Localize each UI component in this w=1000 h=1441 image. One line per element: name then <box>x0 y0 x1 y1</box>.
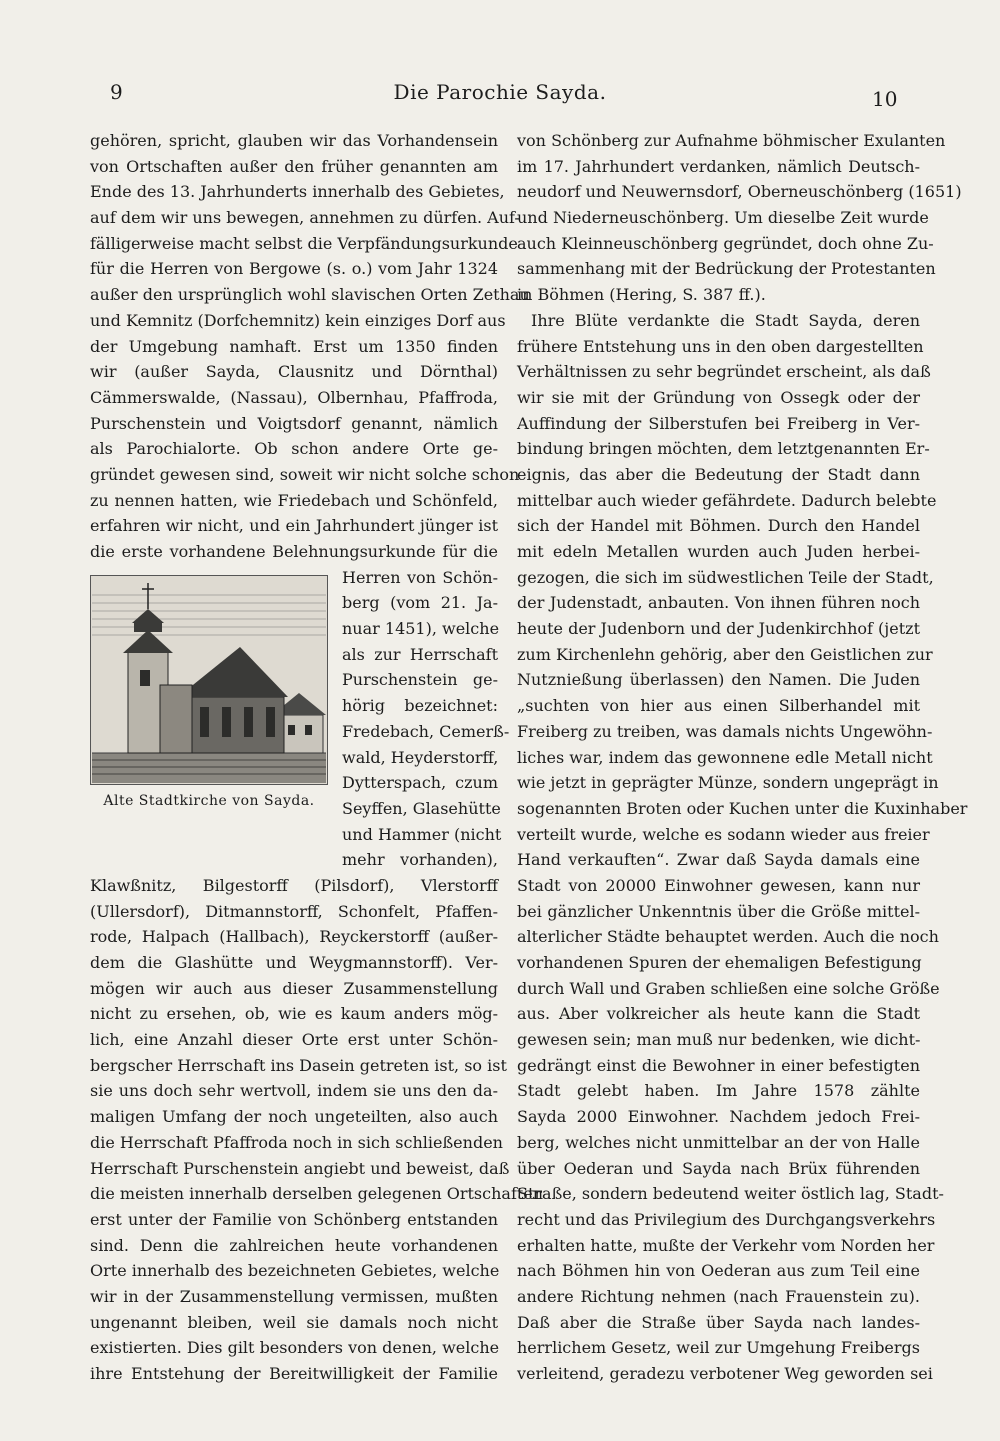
text-line: von Schönberg zur Aufnahme böhmischer Exulanten <box>517 131 946 150</box>
text-line: berg (vom 21. Ja- <box>342 593 498 613</box>
text-line: existierten. Dies gilt besonders von denen, welche <box>90 1338 500 1358</box>
text-line: Cämmerswalde, (Nassau), Olbernhau, Pfaffroda, <box>90 387 498 407</box>
text-line: Auffindung der Silberstufen bei Freiberg in Ver- <box>517 413 920 433</box>
text-line: nicht zu ersehen, ob, wie es kaum anders mög- <box>90 1004 498 1024</box>
text-line: Ihre Blüte verdankte die Stadt Sayda, deren <box>531 310 920 330</box>
text-line: die Herrschaft Pfaffroda noch in sich schließenden <box>90 1132 503 1152</box>
text-line: als zur Herrschaft <box>342 644 498 664</box>
text-line: sogenannten Broten oder Kuchen unter die Kuxinhaber <box>517 798 968 818</box>
church-engraving-image <box>90 575 328 785</box>
text-line: erst unter der Familie von Schönberg entstanden <box>90 1209 498 1229</box>
text-line: Straße, sondern bedeutend weiter östlich lag, Stadt- <box>517 1184 944 1204</box>
text-line: bei gänzlicher Unkenntnis über die Größe mittel- <box>517 901 920 921</box>
text-line: sich der Handel mit Böhmen. Durch den Handel <box>517 516 920 536</box>
text-line: von Ortschaften außer den früher genannten am <box>90 156 498 176</box>
text-line: wir sie mit der Gründung von Ossegk oder der <box>517 387 920 407</box>
text-line: über Oederan und Sayda nach Brüx führenden <box>517 1158 920 1178</box>
text-line: ungenannt bleiben, weil sie damals noch nicht <box>90 1312 498 1332</box>
text-line: gehören, spricht, glauben wir das Vorhandensein <box>90 131 498 150</box>
figure-caption: Alte Stadtkirche von Sayda. <box>103 793 315 809</box>
text-line: durch Wall und Graben schließen eine solche Größe <box>517 978 940 998</box>
text-line: fälligerweise macht selbst die Verpfändungsurkunde <box>90 233 518 253</box>
text-line: dem die Glashütte und Weygmannstorff). Ver- <box>90 953 498 972</box>
text-line: Hand verkauften“. Zwar daß Sayda damals eine <box>517 850 920 870</box>
text-line: wir in der Zusammenstellung vermissen, mußten <box>90 1286 498 1306</box>
text-line: und Hammer (nicht <box>342 824 502 844</box>
text-line: frühere Entstehung uns in den oben dargestellten <box>517 336 924 356</box>
text-line: erhalten hatte, mußte der Verkehr vom Norden her <box>517 1235 935 1255</box>
text-line: wir (außer Sayda, Clausnitz und Dörnthal) <box>90 362 498 382</box>
church-illustration <box>90 575 328 825</box>
text-line: außer den ursprünglich wohl slavischen Orten Zethau <box>90 285 530 305</box>
text-line: nuar 1451), welche <box>342 619 500 639</box>
text-line: auf dem wir uns bewegen, annehmen zu dürfen. Auf- <box>90 208 520 228</box>
text-line: (Ullersdorf), Ditmannstorff, Schonfelt, Pfaffen- <box>90 901 498 921</box>
text-line: die meisten innerhalb derselben gelegenen Ortschaften <box>90 1184 544 1204</box>
text-line: gründet gewesen sind, soweit wir nicht solche schon <box>90 464 520 484</box>
text-line: gedrängt einst die Bewohner in einer befestigten <box>517 1055 920 1075</box>
text-line: „suchten von hier aus einen Silberhandel mit <box>517 696 920 716</box>
text-line: zu nennen hatten, wie Friedebach und Schönfeld, <box>90 490 498 510</box>
text-line: und Niederneuschönberg. Um dieselbe Zeit wurde <box>517 208 929 228</box>
text-line: zum Kirchenlehn gehörig, aber den Geistlichen zur <box>517 644 933 664</box>
text-line: wie jetzt in geprägter Münze, sondern ungeprägt in <box>517 773 939 793</box>
text-line: heute der Judenborn und der Judenkirchhof (jetzt <box>517 619 920 639</box>
text-line: gezogen, die sich im südwestlichen Teile der Stadt, <box>517 567 934 587</box>
text-line: der Umgebung namhaft. Erst um 1350 finden <box>90 336 498 356</box>
text-line: Orte innerhalb des bezeichneten Gebietes, welche <box>90 1261 500 1281</box>
text-line: Klawßnitz, Bilgestorff (Pilsdorf), Vlerstorff <box>90 875 498 895</box>
text-line: Verhältnissen zu sehr begründet erscheint, als daß <box>517 362 931 382</box>
text-line: Daß aber die Straße über Sayda nach landes- <box>517 1312 920 1332</box>
text-line: der Judenstadt, anbauten. Von ihnen führen noch <box>517 593 920 613</box>
text-line: recht und das Privilegium des Durchgangsverkehrs <box>517 1209 936 1229</box>
text-line: eignis, das aber die Bedeutung der Stadt dann <box>517 464 920 484</box>
page-number-left: 9 <box>110 80 123 104</box>
text-line: aus. Aber volkreicher als heute kann die Stadt <box>517 1004 920 1024</box>
text-line: Dytterspach, czum <box>342 773 498 793</box>
text-line: Fredebach, Cemerß- <box>342 721 510 741</box>
text-line: Herrschaft Purschenstein angiebt und beweist, daß <box>90 1158 510 1178</box>
text-line: nach Böhmen hin von Oederan aus zum Teil eine <box>517 1261 920 1281</box>
text-line: mittelbar auch wieder gefährdete. Dadurch belebte <box>517 490 937 510</box>
text-line: verleitend, geradezu verbotener Weg geworden sei <box>517 1364 933 1383</box>
text-line: herrlichem Gesetz, weil zur Umgehung Freibergs <box>517 1338 920 1358</box>
text-line: bindung bringen möchten, dem letztgenannten Er- <box>517 439 930 459</box>
page-number-right: 10 <box>872 87 898 111</box>
text-line: Seyffen, Glasehütte <box>342 798 501 818</box>
text-line: sammenhang mit der Bedrückung der Protestanten <box>517 259 936 279</box>
text-line: Nutznießung überlassen) den Namen. Die Juden <box>517 670 920 690</box>
text-line: lich, eine Anzahl dieser Orte erst unter Schön- <box>90 1030 498 1050</box>
text-line: mit edeln Metallen wurden auch Juden herbei- <box>517 542 920 561</box>
text-line: bergscher Herrschaft ins Dasein getreten ist, so ist <box>90 1055 507 1075</box>
text-line: berg, welches nicht unmittelbar an der von Halle <box>517 1132 920 1152</box>
text-line: mögen wir auch aus dieser Zusammenstellung <box>90 978 498 998</box>
text-line: neudorf und Neuwernsdorf, Oberneuschönberg (1651) <box>517 182 962 202</box>
text-line: Freiberg zu treiben, was damals nichts Ungewöhn- <box>517 721 933 741</box>
text-line: in Böhmen (Hering, S. 387 ff.). <box>517 285 766 305</box>
text-line: Herren von Schön- <box>342 567 498 587</box>
text-line: andere Richtung nehmen (nach Frauenstein zu). <box>517 1286 920 1306</box>
text-line: als Parochialorte. Ob schon andere Orte ge- <box>90 439 498 459</box>
text-line: hörig bezeichnet: <box>342 696 498 716</box>
text-line: auch Kleinneuschönberg gegründet, doch ohne Zu- <box>517 233 934 253</box>
text-line: Stadt von 20000 Einwohner gewesen, kann nur <box>517 875 920 895</box>
text-line: vorhandenen Spuren der ehemaligen Befestigung <box>517 953 922 972</box>
text-line: und Kemnitz (Dorfchemnitz) kein einziges Dorf aus <box>90 310 506 330</box>
text-line: Purschenstein und Voigtsdorf genannt, nämlich <box>90 413 498 433</box>
text-line: alterlicher Städte behauptet werden. Auch die noch <box>517 927 939 947</box>
text-line: wald, Heyderstorff, <box>342 747 499 767</box>
running-title: Die Parochie Sayda. <box>393 80 607 104</box>
text-line: Purschenstein ge- <box>342 670 498 690</box>
text-line: Stadt gelebt haben. Im Jahre 1578 zählte <box>517 1081 920 1101</box>
text-line: sie uns doch sehr wertvoll, indem sie uns den da- <box>90 1081 498 1101</box>
text-line: maligen Umfang der noch ungeteilten, also auch <box>90 1107 498 1127</box>
text-line: ihre Entstehung der Bereitwilligkeit der Familie <box>90 1364 498 1383</box>
text-line: sind. Denn die zahlreichen heute vorhandenen <box>90 1235 498 1255</box>
text-line: mehr vorhanden), <box>342 850 498 870</box>
text-line: im 17. Jahrhundert verdanken, nämlich Deutsch- <box>517 156 920 176</box>
text-line: die erste vorhandene Belehnungsurkunde für die <box>90 542 498 561</box>
text-line: gewesen sein; man muß nur bedenken, wie dicht- <box>517 1030 921 1050</box>
text-line: rode, Halpach (Hallbach), Reyckerstorff (außer- <box>90 927 498 947</box>
text-line: Sayda 2000 Einwohner. Nachdem jedoch Frei- <box>517 1107 920 1127</box>
right-text-column <box>517 128 968 1387</box>
text-line: liches war, indem das gewonnene edle Metall nicht <box>517 747 933 767</box>
text-line: verteilt wurde, welche es sodann wieder aus freier <box>517 824 930 844</box>
text-line: Ende des 13. Jahrhunderts innerhalb des Gebietes, <box>90 182 505 202</box>
text-line: für die Herren von Bergowe (s. o.) vom Jahr 1324 <box>90 259 498 279</box>
text-line: erfahren wir nicht, und ein Jahrhundert jünger ist <box>90 516 498 536</box>
